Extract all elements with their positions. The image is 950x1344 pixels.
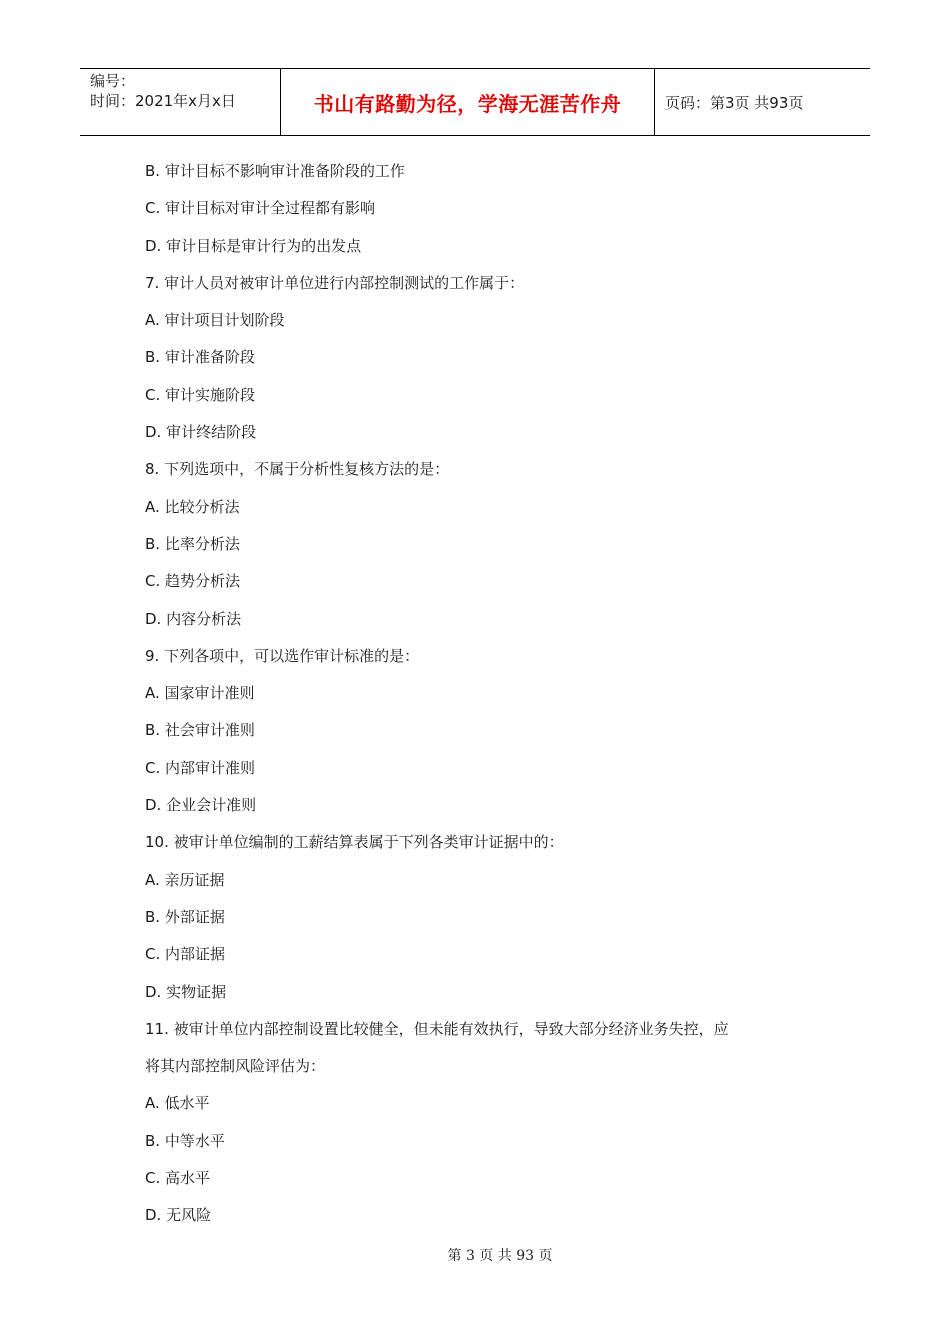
item-text: 内容分析法 (166, 609, 242, 628)
text-line (145, 419, 825, 456)
item-label: A. (145, 870, 160, 889)
item-text: 内部审计准则 (165, 758, 256, 777)
item-text: 审计目标不影响审计准备阶段的工作 (164, 162, 405, 180)
item-label: B. (145, 348, 161, 367)
item-label: C. (145, 758, 161, 777)
header-motto: 书山有路勤为径，学海无涯苦作舟 (281, 69, 655, 135)
item-label: B. (145, 907, 161, 926)
item-text: 审计人员对被审计单位进行内部控制测试的工作属于： (164, 273, 525, 292)
item-label: A. (145, 497, 160, 516)
item-text: 审计目标对审计全过程都有影响 (165, 199, 376, 218)
header-page-info: 页码：第3页 共93页 (665, 93, 804, 112)
item-label: 10. (145, 833, 169, 852)
text-line (145, 755, 825, 792)
item-text: 中等水平 (164, 1131, 225, 1150)
item-label: 11. (145, 1019, 169, 1038)
item-label: 9. (145, 646, 160, 665)
text-line (145, 941, 825, 978)
text-line (145, 680, 825, 717)
item-text: 下列选项中，不属于分析性复核方法的是： (164, 460, 450, 479)
text-line (145, 979, 825, 1016)
item-text: 内部证据 (165, 945, 226, 964)
item-label: D. (145, 236, 162, 255)
text-line (145, 1016, 825, 1053)
item-text: 审计实施阶段 (165, 385, 256, 404)
item-text: 国家审计准则 (164, 684, 255, 703)
item-label: D. (145, 982, 162, 1001)
text-line (145, 717, 825, 754)
item-text: 高水平 (165, 1169, 211, 1188)
text-line (145, 829, 825, 866)
item-label: A. (145, 311, 160, 330)
item-text: 无风险 (166, 1206, 212, 1225)
item-text: 企业会计准则 (166, 796, 257, 815)
item-label: C. (145, 1169, 161, 1188)
text-line (145, 456, 825, 493)
item-label: D. (145, 796, 162, 815)
item-text: 实物证据 (166, 982, 227, 1001)
item-text: 比较分析法 (164, 497, 240, 516)
page-header (80, 68, 870, 136)
item-label: B. (145, 1131, 161, 1150)
item-label: A. (145, 684, 160, 703)
text-line (145, 344, 825, 381)
item-label: B. (145, 534, 161, 553)
text-line (145, 904, 825, 941)
item-label: D. (145, 1206, 162, 1225)
item-text: 低水平 (164, 1094, 210, 1113)
item-text: 下列各项中，可以选作审计标准的是： (164, 646, 420, 665)
item-label: C. (145, 199, 161, 218)
text-line (145, 233, 825, 270)
text-line (145, 568, 825, 605)
document-number-label: 编号： (90, 72, 136, 90)
item-label: B. (145, 721, 161, 740)
text-line (145, 195, 825, 232)
document-body (145, 158, 825, 1240)
item-text: 审计终结阶段 (166, 423, 257, 442)
text-line (145, 1202, 825, 1239)
text-line (145, 1090, 825, 1127)
item-text: 比率分析法 (164, 534, 240, 553)
text-line (145, 643, 825, 680)
item-label: 8. (145, 460, 160, 479)
item-label: B. (145, 162, 161, 180)
header-meta (80, 69, 281, 135)
item-text: 将其内部控制风险评估为： (145, 1057, 326, 1076)
text-line (145, 792, 825, 829)
item-text: 审计准备阶段 (164, 348, 255, 367)
text-line (145, 494, 825, 531)
text-line (145, 307, 825, 344)
document-date-label: 时间：2021年x月x日 (90, 92, 236, 110)
text-line (145, 270, 825, 307)
item-label: C. (145, 385, 161, 404)
text-line (145, 1165, 825, 1202)
text-line (145, 867, 825, 904)
item-text: 社会审计准则 (164, 721, 255, 740)
item-label: A. (145, 1094, 160, 1113)
item-label: C. (145, 945, 161, 964)
item-text: 趋势分析法 (165, 572, 241, 591)
item-text: 被审计单位内部控制设置比较健全，但未能有效执行，导致大部分经济业务失控，应 (173, 1019, 729, 1038)
text-line (145, 1053, 825, 1090)
item-label: 7. (145, 273, 160, 292)
text-line (145, 382, 825, 419)
text-line (145, 1128, 825, 1165)
item-label: D. (145, 609, 162, 628)
page-footer: 第 3 页 共 93 页 (447, 1248, 553, 1264)
item-text: 外部证据 (164, 907, 225, 926)
text-line (145, 158, 825, 195)
text-line (145, 531, 825, 568)
item-text: 亲历证据 (164, 870, 225, 889)
item-label: C. (145, 572, 161, 591)
item-text: 被审计单位编制的工薪结算表属于下列各类审计证据中的： (173, 833, 564, 852)
item-text: 审计项目计划阶段 (164, 311, 285, 330)
item-text: 审计目标是审计行为的出发点 (166, 236, 362, 255)
text-line (145, 606, 825, 643)
item-label: D. (145, 423, 162, 442)
